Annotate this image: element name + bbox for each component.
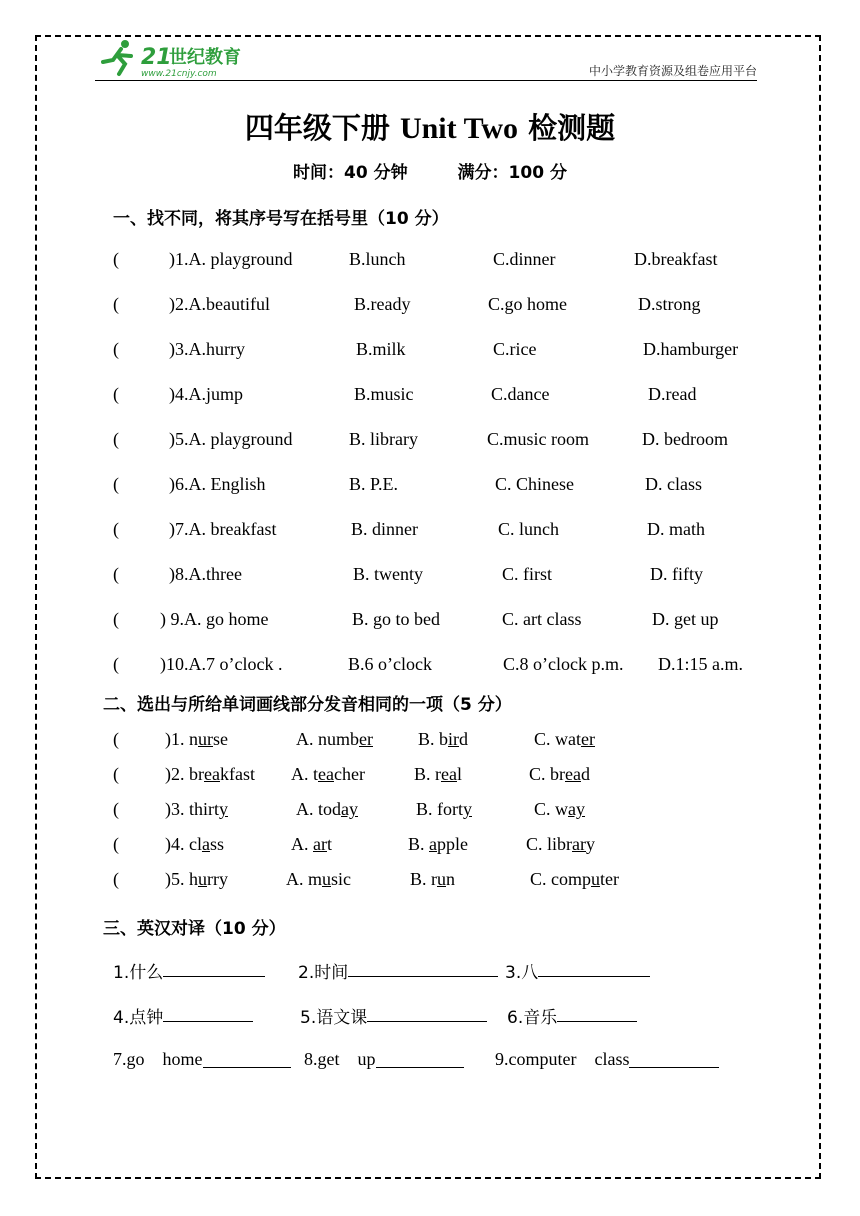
option-b: B.lunch (349, 249, 406, 269)
underlined-letters: ea (318, 764, 334, 784)
underlined-letters: u (591, 869, 600, 889)
word-part: )4. cl (165, 834, 202, 854)
option-b: B. library (349, 429, 418, 449)
word-part: A. m (286, 869, 322, 889)
word-part: )1. n (165, 729, 198, 749)
option-a (291, 764, 365, 785)
option-b: B.ready (354, 294, 411, 314)
option-c (526, 834, 595, 855)
option-b (414, 764, 462, 785)
answer-blank[interactable] (163, 1003, 253, 1022)
exam-info (0, 158, 860, 183)
underlined-letters: er (359, 729, 373, 749)
word-part: pple (437, 834, 469, 854)
question-number: )4.A.jump (169, 384, 243, 404)
question-row (0, 474, 860, 500)
word-part: C. libr (526, 834, 573, 854)
underlined-letters: y (219, 799, 228, 819)
answer-blank[interactable] (538, 958, 650, 977)
answer-blank[interactable] (348, 958, 498, 977)
phonics-row (0, 834, 860, 860)
option-d: D.strong (638, 294, 701, 314)
underlined-letters: y (463, 799, 472, 819)
target-word (165, 729, 228, 750)
word-part: y (586, 834, 595, 854)
title-cn: 四年级下册 (244, 111, 390, 145)
option-b: B. dinner (351, 519, 418, 539)
underlined-letters: u (198, 869, 207, 889)
underlined-letters: ay (341, 799, 358, 819)
answer-blank[interactable] (203, 1049, 291, 1068)
word-part: cher (333, 764, 365, 784)
answer-paren[interactable]: ( (113, 609, 119, 629)
svg-text:www.21cnjy.com: www.21cnjy.com (141, 69, 217, 79)
word-part: sic (331, 869, 351, 889)
option-c: C.rice (493, 339, 537, 359)
section3-title: 三、英汉对译（10 分） (103, 919, 286, 939)
answer-blank[interactable] (367, 1003, 487, 1022)
underlined-letters: ar (572, 834, 586, 854)
word-part: B. b (418, 729, 449, 749)
option-c: C.go home (488, 294, 567, 314)
option-d: D. get up (652, 609, 719, 629)
option-b: B.music (354, 384, 414, 404)
svg-text:世纪教育: 世纪教育 (169, 47, 241, 68)
title-cn2: 检测题 (528, 111, 616, 145)
word-part: A. numb (296, 729, 359, 749)
option-a (286, 869, 351, 890)
word-part: kfast (219, 764, 255, 784)
option-b (410, 869, 455, 890)
question-row (0, 564, 860, 590)
option-d: D. fifty (650, 564, 703, 584)
title-en: Unit Two (399, 112, 519, 145)
word-part: )3. thirt (165, 799, 219, 819)
option-d: D.read (648, 384, 697, 404)
time-limit: 时间：40 分钟 (293, 163, 408, 183)
translate-item-6: 6.音乐 (507, 1008, 558, 1028)
option-d: D. bedroom (642, 429, 728, 449)
word-part: t (326, 834, 332, 854)
word-part: n (446, 869, 455, 889)
option-a (296, 729, 373, 750)
option-c: C. art class (502, 609, 582, 629)
option-b (418, 729, 468, 750)
question-row (0, 249, 860, 275)
target-word (165, 764, 255, 785)
option-a (296, 799, 358, 820)
option-c: C. first (502, 564, 553, 584)
question-row (0, 294, 860, 320)
option-b (416, 799, 472, 820)
underlined-letters: a (201, 834, 210, 854)
option-d: D.breakfast (634, 249, 718, 269)
translate-item-3: 3.八 (505, 963, 539, 983)
word-part: d (580, 764, 590, 784)
question-row (0, 609, 860, 635)
option-c: C.music room (487, 429, 589, 449)
question-number: )6.A. English (169, 474, 266, 494)
word-part: )2. br (165, 764, 204, 784)
answer-paren[interactable]: ( (113, 339, 119, 359)
svg-text:21: 21 (141, 45, 172, 70)
answer-paren[interactable]: ( (113, 654, 119, 674)
answer-paren[interactable]: ( (113, 834, 119, 854)
answer-paren[interactable]: ( (113, 799, 119, 819)
word-part: )5. h (165, 869, 198, 889)
translate-item-7: 7.go home (113, 1049, 203, 1069)
option-c: C.dinner (493, 249, 556, 269)
answer-paren[interactable]: ( (113, 249, 119, 269)
option-c: C. lunch (498, 519, 559, 539)
underlined-letters: u (437, 869, 446, 889)
translate-row-1 (0, 958, 860, 984)
underlined-letters: ea (204, 764, 220, 784)
translate-row-2 (0, 1003, 860, 1029)
option-d: D.hamburger (643, 339, 739, 359)
word-part: l (456, 764, 462, 784)
full-score: 满分：100 分 (457, 163, 567, 183)
option-d: D. math (647, 519, 705, 539)
word-part: A. t (291, 764, 318, 784)
option-b: B. go to bed (352, 609, 440, 629)
word-part: B. r (414, 764, 441, 784)
word-part: C. comp (530, 869, 591, 889)
word-part: ter (600, 869, 619, 889)
answer-paren[interactable]: ( (113, 764, 119, 784)
answer-blank[interactable] (163, 958, 265, 977)
target-word (165, 799, 228, 820)
option-b: B. twenty (353, 564, 423, 584)
page-title (0, 106, 860, 147)
underlined-letters: er (581, 729, 595, 749)
option-c: C.8 o’clock p.m. (503, 654, 624, 674)
underlined-letters: ur (198, 729, 213, 749)
word-part: A. tod (296, 799, 341, 819)
underlined-letters: ay (568, 799, 586, 819)
answer-paren[interactable]: ( (113, 294, 119, 314)
target-word (165, 834, 224, 855)
question-number: )10.A.7 o’clock . (160, 654, 283, 674)
answer-paren[interactable]: ( (113, 869, 119, 889)
word-part: B. r (410, 869, 437, 889)
answer-paren[interactable]: ( (113, 564, 119, 584)
phonics-row (0, 729, 860, 755)
question-number: )8.A.three (169, 564, 242, 584)
translate-item-1: 1.什么 (113, 963, 164, 983)
word-part: d (459, 729, 469, 749)
answer-paren[interactable]: ( (113, 429, 119, 449)
runner-icon (103, 40, 131, 74)
word-part: se (213, 729, 228, 749)
option-b: B.6 o’clock (348, 654, 432, 674)
question-row (0, 339, 860, 365)
word-part: B. fort (416, 799, 463, 819)
option-c (534, 799, 585, 820)
question-number: )5.A. playground (169, 429, 293, 449)
question-number: ) 9.A. go home (160, 609, 269, 629)
word-part: B. (408, 834, 430, 854)
option-b: B.milk (356, 339, 406, 359)
translate-item-9: 9.computer class (495, 1049, 630, 1069)
answer-blank[interactable] (557, 1003, 637, 1022)
word-part: C. w (534, 799, 569, 819)
underlined-letters: a (429, 834, 438, 854)
translate-item-5: 5.语文课 (300, 1008, 368, 1028)
option-c: C. Chinese (495, 474, 574, 494)
option-d: D.1:15 a.m. (658, 654, 743, 674)
option-c (529, 764, 590, 785)
word-part: C. br (529, 764, 565, 784)
underlined-letters: u (322, 869, 331, 889)
header-rule (95, 80, 757, 81)
option-b (408, 834, 468, 855)
answer-paren[interactable]: ( (113, 519, 119, 539)
question-number: )2.A.beautiful (169, 294, 270, 314)
question-row (0, 384, 860, 410)
word-part: rry (207, 869, 228, 889)
underlined-letters: ea (441, 764, 457, 784)
word-part: C. wat (534, 729, 581, 749)
target-word (165, 869, 228, 890)
underlined-letters: ea (565, 764, 581, 784)
question-row (0, 654, 860, 680)
option-d: D. class (645, 474, 702, 494)
answer-blank[interactable] (376, 1049, 464, 1068)
section2-title: 二、选出与所给单词画线部分发音相同的一项（5 分） (103, 695, 512, 715)
translate-item-4: 4.点钟 (113, 1008, 164, 1028)
answer-paren[interactable]: ( (113, 384, 119, 404)
section1-title: 一、找不同，将其序号写在括号里（10 分） (113, 209, 449, 229)
answer-paren[interactable]: ( (113, 474, 119, 494)
option-c (534, 729, 595, 750)
platform-name: 中小学教育资源及组卷应用平台 (588, 64, 757, 78)
question-number: )1.A. playground (169, 249, 293, 269)
word-part: ss (209, 834, 224, 854)
option-a (291, 834, 332, 855)
answer-blank[interactable] (629, 1049, 719, 1068)
answer-paren[interactable]: ( (113, 729, 119, 749)
word-part: A. (291, 834, 313, 854)
underlined-letters: ir (448, 729, 460, 749)
option-b: B. P.E. (349, 474, 399, 494)
question-row (0, 429, 860, 455)
translate-item-2: 2.时间 (298, 963, 349, 983)
question-number: )7.A. breakfast (169, 519, 277, 539)
phonics-row (0, 764, 860, 790)
option-c: C.dance (491, 384, 550, 404)
phonics-row (0, 799, 860, 825)
logo (95, 38, 260, 80)
translate-row-3 (0, 1049, 860, 1075)
underlined-letters: ar (313, 834, 327, 854)
translate-item-8: 8.get up (304, 1049, 376, 1069)
question-row (0, 519, 860, 545)
option-c (530, 869, 619, 890)
phonics-row (0, 869, 860, 895)
question-number: )3.A.hurry (169, 339, 245, 359)
